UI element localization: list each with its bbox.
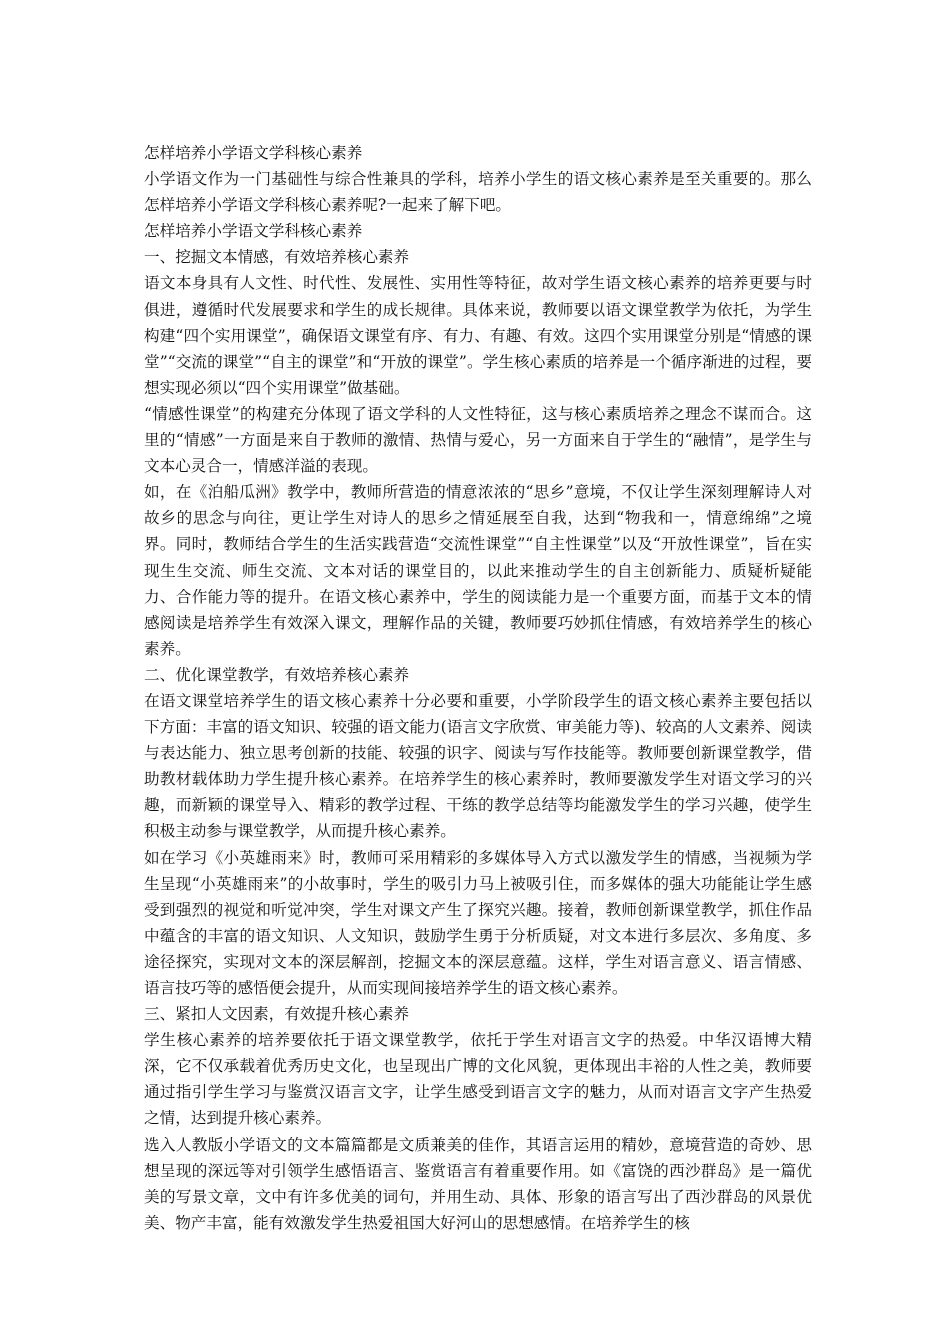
document-title: 怎样培养小学语文学科核心素养 — [144, 144, 363, 162]
document-page — [144, 140, 812, 1236]
body-paragraph: 学生核心素养的培养要依托于语文课堂教学，依托于学生对语言文字的热爱。中华汉语博大精深，它不仅承载着优秀历史文化，也呈现出广博的文化风貌，更体现出丰裕的人性之美，教师要通过指引学生学习与鉴赏汉语言文字，让学生感受到语言文字的魅力，从而对语言文字产生热爱之情，达到提升核心素养。 — [144, 1031, 812, 1128]
body-paragraph: 如，在《泊船瓜洲》教学中，教师所营造的情意浓浓的“思乡”意境，不仅让学生深刻理解诗人对故乡的思念与向往，更让学生对诗人的思乡之情延展至自我，达到“物我和一，情意绵绵”之境界。同时，教师结合学生的生活实践营造“交流性课堂”“自主性课堂”以及“开放性课堂”，旨在实现生生交流、师生交流、文本对话的课堂目的，以此来推动学生的自主创新能力、质疑析疑能力、合作能力等的提升。在语文核心素养中，学生的阅读能力是一个重要方面，而基于文本的情感阅读是培养学生有效深入课文，理解作品的关键，教师要巧妙抓住情感，有效培养学生的核心素养。 — [144, 483, 812, 658]
body-paragraph: 选入人教版小学语文的文本篇篇都是文质兼美的佳作，其语言运用的精妙，意境营造的奇妙、思想呈现的深远等对引领学生感悟语言、鉴赏语言有着重要作用。如《富饶的西沙群岛》是一篇优美的写景文章，文中有许多优美的词句，并用生动、具体、形象的语言写出了西沙群岛的风景优美、物产丰富，能有效激发学生热爱祖国大好河山的思想感情。在培养学生的核 — [144, 1135, 812, 1232]
heading-2: 二、优化课堂教学，有效培养核心素养 — [144, 665, 410, 684]
body-paragraph: 如在学习《小英雄雨来》时，教师可采用精彩的多媒体导入方式以激发学生的情感，当视频为学生呈现“小英雄雨来”的小故事时，学生的吸引力马上被吸引住，而多媒体的强大功能能让学生感受到强烈的视觉和听觉冲突，学生对课文产生了探究兴趣。接着，教师创新课堂教学，抓住作品中蕴含的丰富的语文知识、人文知识，鼓励学生勇于分析质疑，对文本进行多层次、多角度、多途径探究，实现对文本的深层解剖，挖掘文本的深层意蕴。这样，学生对语言意义、语言情感、语言技巧等的感悟便会提升，从而实现间接培养学生的语文核心素养。 — [144, 848, 812, 997]
heading-1: 一、挖掘文本情感，有效培养核心素养 — [144, 248, 410, 267]
section-title: 怎样培养小学语文学科核心素养 — [144, 222, 363, 241]
intro-paragraph: 小学语文作为一门基础性与综合性兼具的学科，培养小学生的语文核心素养是至关重要的。那么怎样培养小学语文学科核心素养呢?一起来了解下吧。 — [144, 170, 812, 215]
heading-3: 三、紧扣人文因素，有效提升核心素养 — [144, 1005, 410, 1024]
body-paragraph: 在语文课堂培养学生的语文核心素养十分必要和重要，小学阶段学生的语文核心素养主要包括以下方面：丰富的语文知识、较强的语文能力(语言文字欣赏、审美能力等)、较高的人文素养、阅读与表达能力、独立思考创新的技能、较强的识字、阅读与写作技能等。教师要创新课堂教学，借助教材载体助力学生提升核心素养。在培养学生的核心素养时，教师要激发学生对语文学习的兴趣，而新颖的课堂导入、精彩的教学过程、干练的教学总结等均能激发学生的学习兴趣，使学生积极主动参与课堂教学，从而提升核心素养。 — [144, 691, 812, 841]
body-paragraph: 语文本身具有人文性、时代性、发展性、实用性等特征，故对学生语文核心素养的培养更要与时俱进，遵循时代发展要求和学生的成长规律。具体来说，教师要以语文课堂教学为依托，为学生构建“四个实用课堂”，确保语文课堂有序、有力、有趣、有效。这四个实用课堂分别是“情感的课堂”“交流的课堂”“自主的课堂”和“开放的课堂”。学生核心素质的培养是一个循序渐进的过程，要想实现必须以“四个实用课堂”做基础。 — [144, 274, 812, 397]
body-paragraph: “情感性课堂”的构建充分体现了语文学科的人文性特征，这与核心素质培养之理念不谋而合。这里的“情感”一方面是来自于教师的激情、热情与爱心，另一方面来自于学生的“融情”，是学生与文本心灵合一，情感洋溢的表现。 — [144, 404, 812, 476]
